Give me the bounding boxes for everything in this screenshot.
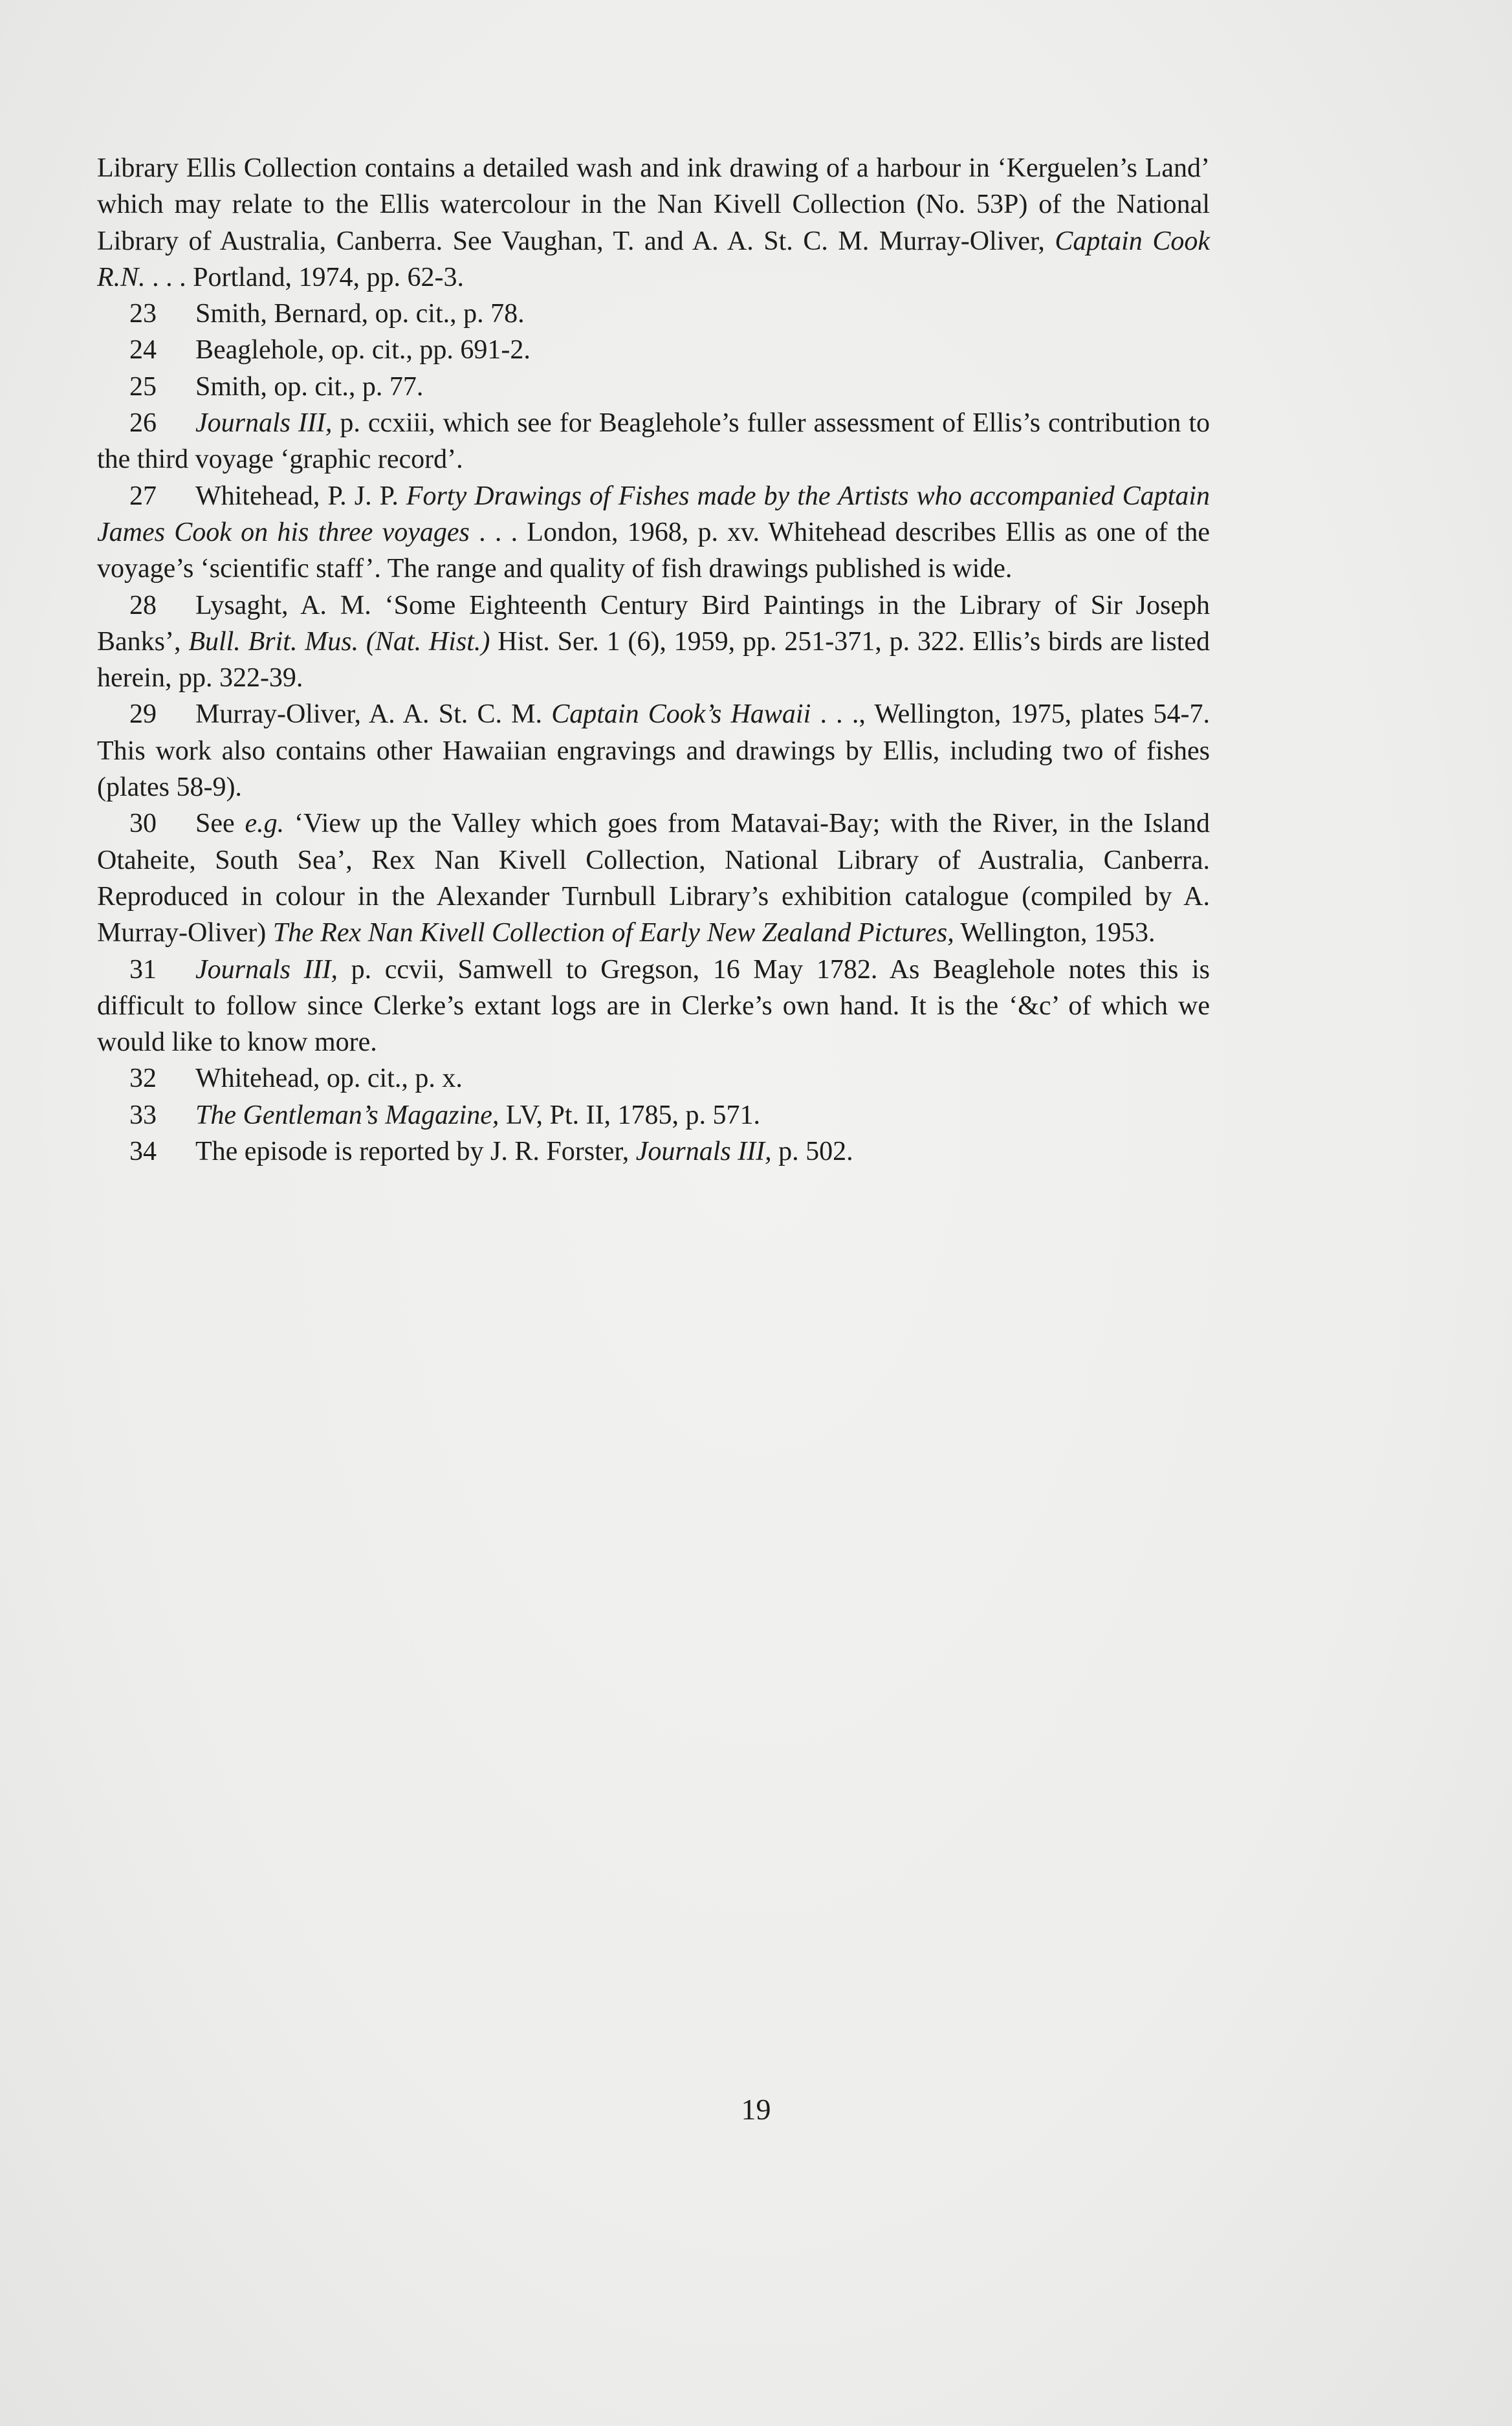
footnote-29: 29 Murray-Oliver, A. A. St. C. M. Captain Cook’s Hawaii . . ., Wellington, 1975, plates 54-7. This work also contains other Hawaiian engravings and drawings by Ellis, including two of fishes (plates 58-9).	[97, 696, 1210, 805]
footnote-number: 23	[129, 299, 157, 329]
footnote-number: 34	[129, 1137, 157, 1167]
footnotes-block	[97, 150, 1210, 1170]
footnote-30: 30 See e.g. ‘View up the Valley which goes from Matavai-Bay; with the River, in the Island Otaheite, South Sea’, Rex Nan Kivell Collection, National Library of Australia, Canberra. Reproduced in colour in the Alexander Turnbull Library’s exhibition catalogue (compiled by A. Murray-Oliver) The Rex Nan Kivell Collection of Early New Zealand Pictures, Wellington, 1953.	[97, 805, 1210, 951]
footnote-continuation: Library Ellis Collection contains a detailed wash and ink drawing of a harbour in ‘Kerguelen’s Land’ which may relate to the Ellis watercolour in the Nan Kivell Collection (No. 53P) of the National Library of Australia, Canberra. See Vaughan, T. and A. A. St. C. M. Murray-Oliver, Captain Cook R.N. . . . Portland, 1974, pp. 62-3.	[97, 153, 1210, 292]
footnote-number: 28	[129, 590, 157, 620]
footnote-31: 31 Journals III, p. ccvii, Samwell to Gregson, 16 May 1782. As Beaglehole notes this is difficult to follow since Clerke’s extant logs are in Clerke’s own hand. It is the ‘&c’ of which we would like to know more.	[97, 952, 1210, 1061]
footnote-26: 26 Journals III, p. ccxiii, which see for Beaglehole’s fuller assessment of Ellis’s contribution to the third voyage ‘graphic record’.	[97, 405, 1210, 478]
page-number: 19	[741, 2093, 771, 2126]
footnote-25: 25 Smith, op. cit., p. 77.	[97, 369, 1210, 405]
footnote-number: 33	[129, 1100, 157, 1130]
footnote-28: 28 Lysaght, A. M. ‘Some Eighteenth Century Bird Paintings in the Library of Sir Joseph Banks’, Bull. Brit. Mus. (Nat. Hist.) Hist. Ser. 1 (6), 1959, pp. 251-371, p. 322. Ellis’s birds are listed herein, pp. 322-39.	[97, 587, 1210, 697]
footnote-33: 33 The Gentleman’s Magazine, LV, Pt. II, 1785, p. 571.	[97, 1097, 1210, 1133]
footnote-23: 23 Smith, Bernard, op. cit., p. 78.	[97, 296, 1210, 332]
footnote-number: 29	[129, 699, 157, 730]
footnote-number: 31	[129, 954, 157, 985]
footnote-32: 32 Whitehead, op. cit., p. x.	[97, 1060, 1210, 1097]
footnote-number: 30	[129, 809, 157, 839]
footnote-34: 34 The episode is reported by J. R. Forster, Journals III, p. 502.	[97, 1133, 1210, 1170]
footnote-27: 27 Whitehead, P. J. P. Forty Drawings of Fishes made by the Artists who accompanied Captain James Cook on his three voyages . . . London, 1968, p. xv. Whitehead describes Ellis as one of the voyage’s ‘scientific staff’. The range and quality of fish drawings published is wide.	[97, 478, 1210, 587]
footnote-number: 27	[129, 481, 157, 511]
footnote-number: 25	[129, 371, 157, 402]
footnote-number: 24	[129, 335, 157, 366]
footnote-number: 26	[129, 408, 157, 439]
footnote-24: 24 Beaglehole, op. cit., pp. 691-2.	[97, 332, 1210, 368]
footnote-number: 32	[129, 1064, 157, 1094]
